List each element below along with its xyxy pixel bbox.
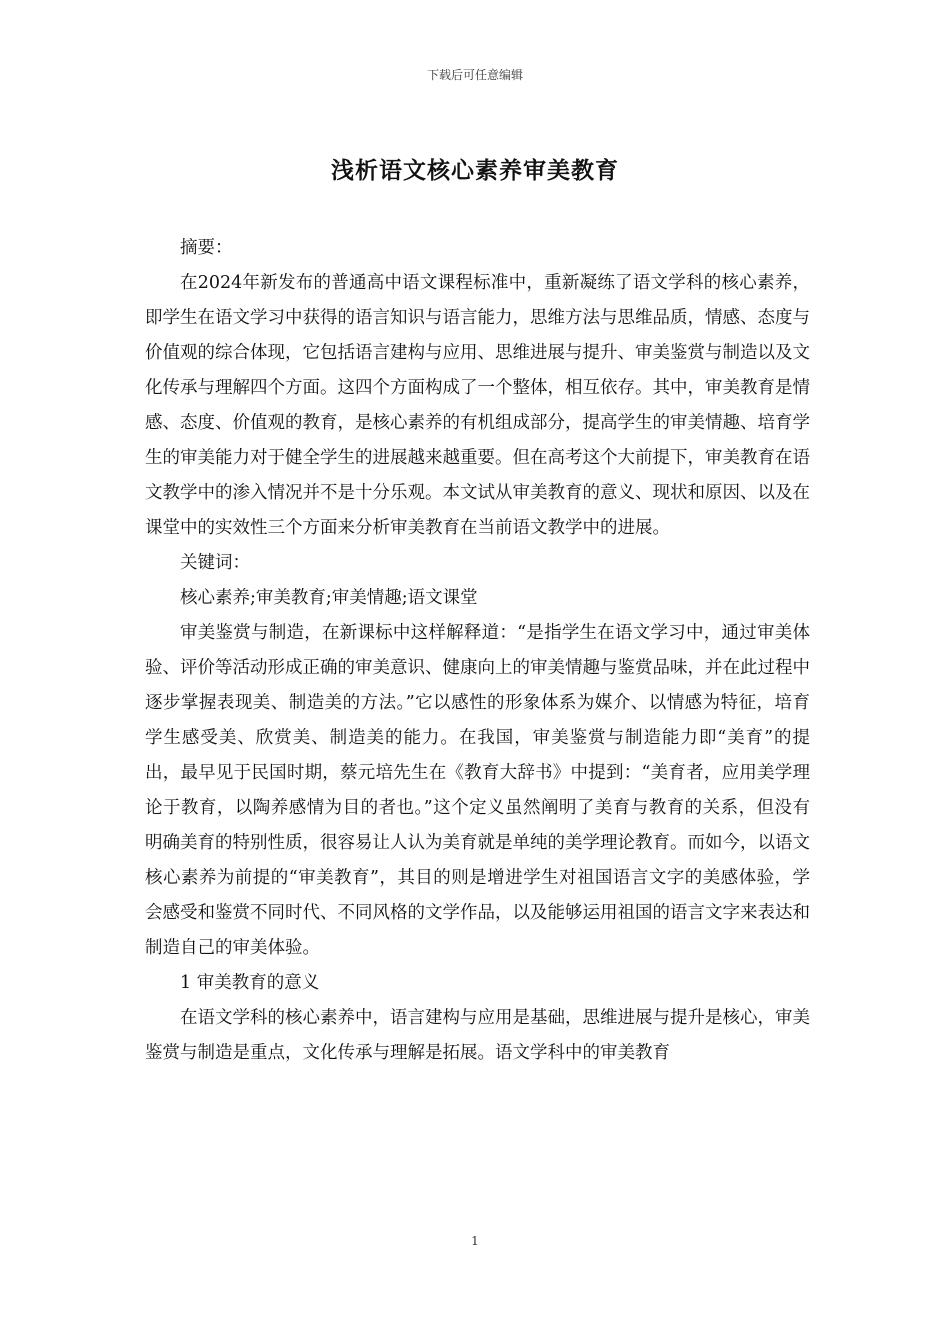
keywords-label: 关键词： — [180, 553, 250, 573]
section-heading: 1 审美教育的意义 — [180, 973, 320, 993]
section-paragraph: 在语文学科的核心素养中，语言建构与应用是基础，思维进展与提升是核心，审美鉴赏与制造是重点，文化传承与理解是拓展。语文学科中的审美教育 — [145, 1008, 810, 1063]
abstract-paragraph: 在2024年新发布的普通高中语文课程标准中，重新凝练了语文学科的核心素养，即学生在语文学习中获得的语言知识与语言能力，思维方法与思维品质，情感、态度与价值观的综合体现，它包括语言建构与应用、思维进展与提升、审美鉴赏与制造以及文化传承与理解四个方面。这四个方面构成了一个整体，相互依存。其中，审美教育是情感、态度、价值观的教育，是核心素养的有机组成部分，提高学生的审美情趣、培育学生的审美能力对于健全学生的进展越来越重要。但在高考这个大前提下，审美教育在语文教学中的渗入情况并不是十分乐观。本文试从审美教育的意义、现状和原因、以及在课堂中的实效性三个方面来分析审美教育在当前语文教学中的进展。 — [145, 273, 810, 538]
keywords-list: 核心素养;审美教育;审美情趣;语文课堂 — [180, 588, 478, 608]
abstract-label: 摘要： — [180, 238, 233, 258]
document-title: 浅析语文核心素养审美教育 — [331, 157, 619, 184]
page-header: 下载后可任意编辑 — [426, 68, 523, 82]
intro-paragraph: 审美鉴赏与制造，在新课标中这样解释道：“是指学生在语文学习中，通过审美体验、评价等活动形成正确的审美意识、健康向上的审美情趣与鉴赏品味，并在此过程中逐步掌握表现美、制造美的方法。”它以感性的形象体系为媒介、以情感为特征，培育学生感受美、欣赏美、制造美的能力。在我国，审美鉴赏与制造能力即“美育”的提出，最早见于民国时期，蔡元培先生在《教育大辞书》中提到：“美育者，应用美学理论于教育，以陶养感情为目的者也。”这个定义虽然阐明了美育与教育的关系，但没有明确美育的特别性质，很容易让人认为美育就是单纯的美学理论教育。而如今，以语文核心素养为前提的“审美教育”，其目的则是增进学生对祖国语言文字的美感体验，学会感受和鉴赏不同时代、不同风格的文学作品，以及能够运用祖国的语言文字来表达和制造自己的审美体验。 — [145, 623, 810, 958]
document-body — [145, 231, 810, 1071]
page-number: 1 — [471, 1234, 479, 1248]
